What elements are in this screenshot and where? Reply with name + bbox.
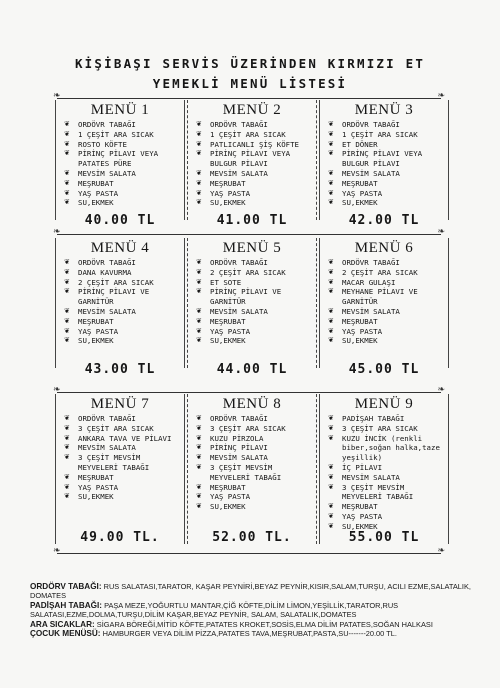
menu-item-text: SU,EKMEK <box>78 336 114 346</box>
menu-card-3 <box>319 100 449 220</box>
fleuron-bullet-icon: ❦ <box>328 188 334 197</box>
fleuron-bullet-icon: ❦ <box>196 316 202 325</box>
menu-item <box>324 287 444 307</box>
fleuron-bullet-icon: ❦ <box>196 198 202 207</box>
menu-item-text: PİRİNÇ PİLAVI VE GARNİTÜR <box>78 287 150 307</box>
menu-item-text: MEVSİM SALATA <box>78 168 136 178</box>
menu-item-text: MEVSİM SALATA <box>342 306 400 316</box>
menu-item-text: YAŞ PASTA <box>342 326 383 336</box>
fleuron-bullet-icon: ❦ <box>64 287 70 296</box>
fleuron-bullet-icon: ❦ <box>196 462 202 471</box>
menu-item-text: ORDÖVR TABAĞI <box>210 258 268 267</box>
menu-item-text: YAŞ PASTA <box>210 492 251 502</box>
fleuron-bullet-icon: ❦ <box>328 433 334 442</box>
menu-item <box>60 414 180 424</box>
menu-item-text: MEŞRUBAT <box>78 316 114 326</box>
menu-item <box>324 140 444 150</box>
menu-heading: MENÜ 1 <box>90 102 150 118</box>
fleuron-bullet-icon: ❦ <box>64 258 70 266</box>
menu-item <box>192 336 312 346</box>
menu-item <box>324 434 444 463</box>
menu-item <box>60 130 180 140</box>
footer-line-cocuk <box>30 629 490 638</box>
menu-item-text: YAŞ PASTA <box>210 326 251 336</box>
divider-rule <box>57 553 441 554</box>
menu-item <box>60 189 180 199</box>
menu-item-text: ET SOTE <box>210 277 242 287</box>
menu-item-text: YAŞ PASTA <box>210 188 251 198</box>
menu-item <box>324 179 444 189</box>
fleuron-bullet-icon: ❦ <box>196 129 202 138</box>
footer-text: HAMBURGER VEYA DİLİM PİZZA,PATATES TAVA,MEŞRUBAT,PASTA,SU-------20.00 TL. <box>100 629 397 639</box>
menu-item-text: SU,EKMEK <box>342 336 378 346</box>
menu-item-text: MEŞRUBAT <box>342 316 378 326</box>
menu-item-text: MEVSİM SALATA <box>210 306 268 316</box>
menu-item-text: MEVSİM SALATA <box>210 168 268 178</box>
menu-price: 41.00 TL <box>216 213 288 228</box>
menu-item-text: ORDÖVR TABAĞI <box>342 120 400 129</box>
menu-item-list <box>60 120 180 208</box>
fleuron-bullet-icon: ❦ <box>196 149 202 158</box>
menu-item-text: MEVSİM SALATA <box>342 472 400 482</box>
menu-item-text: MEŞRUBAT <box>210 482 246 492</box>
menu-item-text: PATLICANLI ŞİŞ KÖFTE <box>210 139 299 149</box>
menu-item <box>192 424 312 434</box>
fleuron-bullet-icon: ❦ <box>64 267 70 276</box>
fleuron-bullet-icon: ❦ <box>196 482 202 491</box>
menu-item-text: MEVSİM SALATA <box>78 306 136 316</box>
menu-item <box>60 453 180 473</box>
fleuron-bullet-icon: ❦ <box>64 336 70 345</box>
fleuron-bullet-icon: ❦ <box>196 453 202 462</box>
menu-item-text: PİRİNÇ PİLAVI VEYA BULGUR PİLAVI <box>210 149 291 169</box>
page-title-line-1: KİŞİBAŞI SERVİS ÜZERİNDEN KIRMIZI ET <box>74 56 426 71</box>
footer-label: ÇOCUK MENÜSÜ: <box>30 629 101 639</box>
menu-item <box>60 140 180 150</box>
menu-item-text: ORDÖVR TABAĞI <box>342 258 400 267</box>
menu-item <box>324 424 444 434</box>
menu-item <box>324 463 444 473</box>
fleuron-bullet-icon: ❦ <box>328 316 334 325</box>
menu-item-text: ET DÖNER <box>342 139 378 149</box>
menu-item-text: YAŞ PASTA <box>78 482 119 492</box>
menu-item <box>60 434 180 444</box>
menu-item-list <box>192 120 312 208</box>
menu-item <box>60 317 180 327</box>
menu-item <box>324 130 444 140</box>
menu-item <box>60 198 180 208</box>
fleuron-bullet-icon: ❦ <box>64 198 70 207</box>
fleuron-bullet-icon: ❦ <box>196 277 202 286</box>
menu-item <box>60 268 180 278</box>
menu-price: 43.00 TL <box>84 362 156 377</box>
menu-item <box>60 307 180 317</box>
menu-heading: MENÜ 8 <box>222 396 282 412</box>
fleuron-bullet-icon: ❦ <box>328 258 334 266</box>
fleuron-bullet-icon: ❦ <box>196 433 202 442</box>
fleuron-bullet-icon: ❦ <box>196 336 202 345</box>
menu-item-text: YAŞ PASTA <box>78 188 119 198</box>
menu-item-text: KUZU İNCİK (renkli biber,soğan halka,taze yeşillik) <box>342 433 440 463</box>
fleuron-bullet-icon: ❦ <box>64 306 70 315</box>
menu-price: 45.00 TL <box>348 362 420 377</box>
menu-item-text: SU,EKMEK <box>210 502 246 512</box>
menu-item <box>192 120 312 130</box>
menu-item <box>192 434 312 444</box>
fleuron-bullet-icon: ❦ <box>64 129 70 138</box>
fleuron-bullet-icon: ❦ <box>64 277 70 286</box>
fleuron-bullet-icon: ❦ <box>196 423 202 432</box>
fleuron-bullet-icon: ❦ <box>64 120 70 128</box>
menu-item <box>60 169 180 179</box>
fleuron-bullet-icon: ❦ <box>64 414 70 422</box>
menu-item-text: ROSTO KÖFTE <box>78 139 127 149</box>
fleuron-bullet-icon: ❦ <box>328 462 334 471</box>
menu-item-text: ORDÖVR TABAĞI <box>210 414 268 423</box>
fleuron-bullet-icon: ❦ <box>196 139 202 148</box>
menu-item-text: MEVSİM SALATA <box>78 443 136 453</box>
fleuron-bullet-icon: ❦ <box>328 198 334 207</box>
fleuron-bullet-icon: ❦ <box>64 188 70 197</box>
menu-item-text: ORDÖVR TABAĞI <box>78 258 136 267</box>
fleuron-bullet-icon: ❦ <box>328 287 334 296</box>
fleuron-bullet-icon: ❦ <box>328 472 334 481</box>
menu-item-text: 3 ÇEŞİT MEVSİM MEYVELERİ TABAĞI <box>78 453 150 472</box>
footer-notes <box>30 582 490 638</box>
menu-item <box>60 179 180 189</box>
fleuron-bullet-icon: ❦ <box>64 316 70 325</box>
fleuron-bullet-icon: ❦ <box>328 521 334 530</box>
menu-item <box>324 268 444 278</box>
menu-item <box>60 443 180 453</box>
menu-item-text: ORDÖVR TABAĞI <box>78 120 136 129</box>
menu-card-9 <box>319 394 449 544</box>
fleuron-bullet-icon: ❦ <box>196 168 202 177</box>
menu-item-text: SU,EKMEK <box>210 198 246 208</box>
menu-card-7 <box>55 394 185 544</box>
menu-item <box>324 307 444 317</box>
menu-price: 44.00 TL <box>216 362 288 377</box>
fleuron-bullet-icon: ❦ <box>196 120 202 128</box>
menu-heading: MENÜ 4 <box>90 240 150 256</box>
menu-item-text: MEŞRUBAT <box>210 178 246 188</box>
menu-heading: MENÜ 7 <box>90 396 150 412</box>
menu-item <box>192 140 312 150</box>
menu-heading: MENÜ 3 <box>354 102 414 118</box>
footer-line-padisah <box>30 601 490 620</box>
menu-item-text: MEŞRUBAT <box>342 502 378 512</box>
menu-item <box>324 198 444 208</box>
fleuron-bullet-icon: ❦ <box>328 139 334 148</box>
fleuron-bullet-icon: ❦ <box>64 453 70 462</box>
fleuron-bullet-icon: ❦ <box>196 492 202 501</box>
menu-item-text: 3 ÇEŞİT MEVSİM MEYVELERİ TABAĞI <box>342 482 414 502</box>
menu-item-text: DANA KAVURMA <box>78 267 132 277</box>
footer-label: ORDÖRV TABAĞI: <box>30 582 102 591</box>
divider-rule <box>57 392 441 393</box>
menu-item <box>324 317 444 327</box>
fleuron-bullet-icon: ❦ <box>328 178 334 187</box>
fleuron-bullet-icon: ❦ <box>328 129 334 138</box>
menu-item-list <box>192 414 312 512</box>
divider-rule <box>57 98 441 99</box>
menu-price: 52.00 TL. <box>212 530 292 545</box>
fleuron-bullet-icon: ❦ <box>328 511 334 520</box>
menu-item <box>192 198 312 208</box>
menu-item <box>192 189 312 199</box>
menu-item <box>60 258 180 268</box>
fleuron-bullet-icon: ❦ <box>64 472 70 481</box>
footer-text: RUS SALATASI,TARATOR, KAŞAR PEYNİRİ,BEYAZ PEYNİR,KISIR,SALAM,TURŞU, ACILI EZME,SALATALIK, DOMATES <box>30 582 471 601</box>
menu-item-list <box>324 258 444 346</box>
fleuron-bullet-icon: ❦ <box>328 482 334 491</box>
menu-item <box>324 473 444 483</box>
menu-item <box>60 120 180 130</box>
menu-heading: MENÜ 2 <box>222 102 282 118</box>
menu-item <box>324 502 444 512</box>
fleuron-bullet-icon: ❦ <box>328 168 334 177</box>
menu-item <box>192 483 312 493</box>
menu-item <box>192 149 312 169</box>
fleuron-bullet-icon: ❦ <box>196 178 202 187</box>
menu-item <box>192 179 312 189</box>
menu-item <box>192 492 312 502</box>
menu-item-text: 2 ÇEŞİT ARA SICAK <box>342 267 418 277</box>
menu-price: 49.00 TL. <box>80 530 160 545</box>
fleuron-bullet-icon: ❦ <box>196 287 202 296</box>
menu-item <box>324 483 444 503</box>
menu-item-text: ORDÖVR TABAĞI <box>210 120 268 129</box>
fleuron-bullet-icon: ❦ <box>196 326 202 335</box>
fleuron-bullet-icon: ❦ <box>64 149 70 158</box>
menu-item-text: SU,EKMEK <box>210 336 246 346</box>
menu-item-list <box>60 414 180 502</box>
fleuron-bullet-icon: ❦ <box>196 267 202 276</box>
menu-item <box>324 120 444 130</box>
menu-item <box>192 453 312 463</box>
menu-item-text: PİRİNÇ PİLAVI <box>210 443 268 453</box>
menu-item-list <box>324 120 444 208</box>
menu-item <box>192 307 312 317</box>
fleuron-bullet-icon: ❦ <box>196 443 202 452</box>
menu-item-text: MACAR GULAŞI <box>342 277 396 287</box>
menu-item-text: PİRİNÇ PİLAVI VE GARNİTÜR <box>210 287 282 307</box>
menu-card-8 <box>187 394 317 544</box>
menu-item <box>192 169 312 179</box>
fleuron-bullet-icon: ❦ <box>64 433 70 442</box>
menu-item-text: MEVSİM SALATA <box>210 453 268 463</box>
menu-item-text: PİRİNÇ PİLAVI VEYA BULGUR PİLAVI <box>342 149 423 169</box>
menu-item <box>60 327 180 337</box>
fleuron-bullet-icon: ❦ <box>64 423 70 432</box>
menu-item <box>324 336 444 346</box>
fleuron-bullet-icon: ❦ <box>328 306 334 315</box>
menu-item-text: 3 ÇEŞİT ARA SICAK <box>78 423 154 433</box>
menu-item-text: 1 ÇEŞİT ARA SICAK <box>342 129 418 139</box>
menu-item <box>192 287 312 307</box>
fleuron-bullet-icon: ❦ <box>328 277 334 286</box>
menu-item <box>60 149 180 169</box>
menu-item <box>192 130 312 140</box>
menu-item-text: YAŞ PASTA <box>78 326 119 336</box>
menu-card-5 <box>187 238 317 368</box>
menu-item-text: KUZU PİRZOLA <box>210 433 264 443</box>
menu-item-text: 1 ÇEŞİT ARA SICAK <box>78 129 154 139</box>
menu-item-text: 2 ÇEŞİT ARA SICAK <box>210 267 286 277</box>
fleuron-bullet-icon: ❦ <box>328 423 334 432</box>
menu-item-text: MEŞRUBAT <box>78 178 114 188</box>
menu-item <box>324 327 444 337</box>
menu-item <box>324 149 444 169</box>
menu-item-text: 3 ÇEŞİT ARA SICAK <box>342 423 418 433</box>
menu-item <box>324 258 444 268</box>
menu-item <box>324 278 444 288</box>
menu-item <box>192 443 312 453</box>
menu-item-text: 3 ÇEŞİT MEVSİM MEYVELERİ TABAĞI <box>210 462 282 482</box>
page-title-line-2: YEMEKLİ MENÜ LİSTESİ <box>152 76 348 91</box>
menu-item <box>192 463 312 483</box>
fleuron-bullet-icon: ❦ <box>196 188 202 197</box>
menu-heading: MENÜ 5 <box>222 240 282 256</box>
menu-card-1 <box>55 100 185 220</box>
menu-item-text: SU,EKMEK <box>78 492 114 502</box>
menu-item <box>60 473 180 483</box>
menu-item-text: MEŞRUBAT <box>342 178 378 188</box>
fleuron-bullet-icon: ❦ <box>328 414 334 422</box>
fleuron-bullet-icon: ❦ <box>328 267 334 276</box>
menu-card-4 <box>55 238 185 368</box>
fleuron-bullet-icon: ❦ <box>196 414 202 422</box>
menu-item <box>60 424 180 434</box>
menu-item-text: MEYHANE PİLAVI VE GARNİTÜR <box>342 287 418 307</box>
menu-item-text: SU,EKMEK <box>342 521 378 531</box>
fleuron-bullet-icon: ❦ <box>64 492 70 501</box>
menu-item-text: PADİŞAH TABAĞI <box>342 414 405 423</box>
menu-item <box>324 189 444 199</box>
fleuron-bullet-icon: ❦ <box>64 168 70 177</box>
menu-heading: MENÜ 6 <box>354 240 414 256</box>
menu-heading: MENÜ 9 <box>354 396 414 412</box>
footer-text: PAŞA MEZE,YOĞURTLU MANTAR,ÇİĞ KÖFTE,DİLİM LİMON,YEŞİLLİK,TARATOR,RUS SALATASI,EZME,DOLMA,TURŞU,DİLİM KAŞAR,BEYAZ PEYNİR, SALAM, SALATALIK,DOMATES <box>30 600 399 620</box>
menu-item-text: MEŞRUBAT <box>78 472 114 482</box>
menu-item-text: 3 ÇEŞİT ARA SICAK <box>210 423 286 433</box>
menu-item <box>324 512 444 522</box>
menu-item <box>192 317 312 327</box>
menu-price: 55.00 TL <box>348 530 420 545</box>
fleuron-bullet-icon: ❦ <box>64 326 70 335</box>
divider-rule <box>57 234 441 235</box>
menu-item <box>324 169 444 179</box>
menu-item <box>192 414 312 424</box>
menu-item-text: YAŞ PASTA <box>342 188 383 198</box>
menu-item <box>192 268 312 278</box>
fleuron-bullet-icon: ❦ <box>196 258 202 266</box>
menu-card-2 <box>187 100 317 220</box>
menu-item-text: ANKARA TAVA VE PİLAVI <box>78 433 172 443</box>
footer-text: SİGARA BÖREĞİ,MİTİD KÖFTE,PATATES KROKET,SOSİS,ELMA DİLİM PATATES,SOĞAN HALKASI <box>94 619 433 629</box>
menu-item <box>60 483 180 493</box>
menu-item <box>192 258 312 268</box>
menu-item-text: ORDÖVR TABAĞI <box>78 414 136 423</box>
menu-item <box>192 278 312 288</box>
menu-item-text: SU,EKMEK <box>342 198 378 208</box>
menu-item-text: SU,EKMEK <box>78 198 114 208</box>
fleuron-bullet-icon: ❦ <box>328 120 334 128</box>
footer-line-ara-sicak <box>30 620 490 629</box>
footer-label: ARA SICAKLAR: <box>30 619 95 629</box>
menu-item-text: 2 ÇEŞİT ARA SICAK <box>78 277 154 287</box>
menu-item-list <box>324 414 444 532</box>
fleuron-bullet-icon: ❦ <box>64 482 70 491</box>
menu-item <box>60 287 180 307</box>
footer-line-ordovr <box>30 582 490 601</box>
menu-item-text: MEŞRUBAT <box>210 316 246 326</box>
fleuron-bullet-icon: ❦ <box>328 326 334 335</box>
menu-item-text: PİRİNÇ PİLAVI VEYA PATATES PÜRE <box>78 149 159 169</box>
fleuron-bullet-icon: ❦ <box>64 443 70 452</box>
menu-item-text: 1 ÇEŞİT ARA SICAK <box>210 129 286 139</box>
menu-price: 40.00 TL <box>84 213 156 228</box>
menu-item <box>60 336 180 346</box>
menu-item-text: İÇ PİLAVI <box>342 462 383 472</box>
fleuron-bullet-icon: ❦ <box>64 139 70 148</box>
fleuron-bullet-icon: ❦ <box>328 149 334 158</box>
menu-item <box>60 278 180 288</box>
menu-item <box>60 492 180 502</box>
menu-card-6 <box>319 238 449 368</box>
fleuron-bullet-icon: ❦ <box>328 336 334 345</box>
menu-price: 42.00 TL <box>348 213 420 228</box>
menu-item-text: MEVSİM SALATA <box>342 168 400 178</box>
fleuron-bullet-icon: ❦ <box>328 502 334 511</box>
menu-item <box>192 502 312 512</box>
menu-item-text: YAŞ PASTA <box>342 511 383 521</box>
footer-label: PADİŞAH TABAĞI: <box>30 600 103 610</box>
fleuron-bullet-icon: ❦ <box>64 178 70 187</box>
fleuron-bullet-icon: ❦ <box>196 306 202 315</box>
menu-item-list <box>192 258 312 346</box>
menu-item <box>324 414 444 424</box>
fleuron-bullet-icon: ❦ <box>196 502 202 511</box>
menu-item <box>192 327 312 337</box>
menu-item-list <box>60 258 180 346</box>
